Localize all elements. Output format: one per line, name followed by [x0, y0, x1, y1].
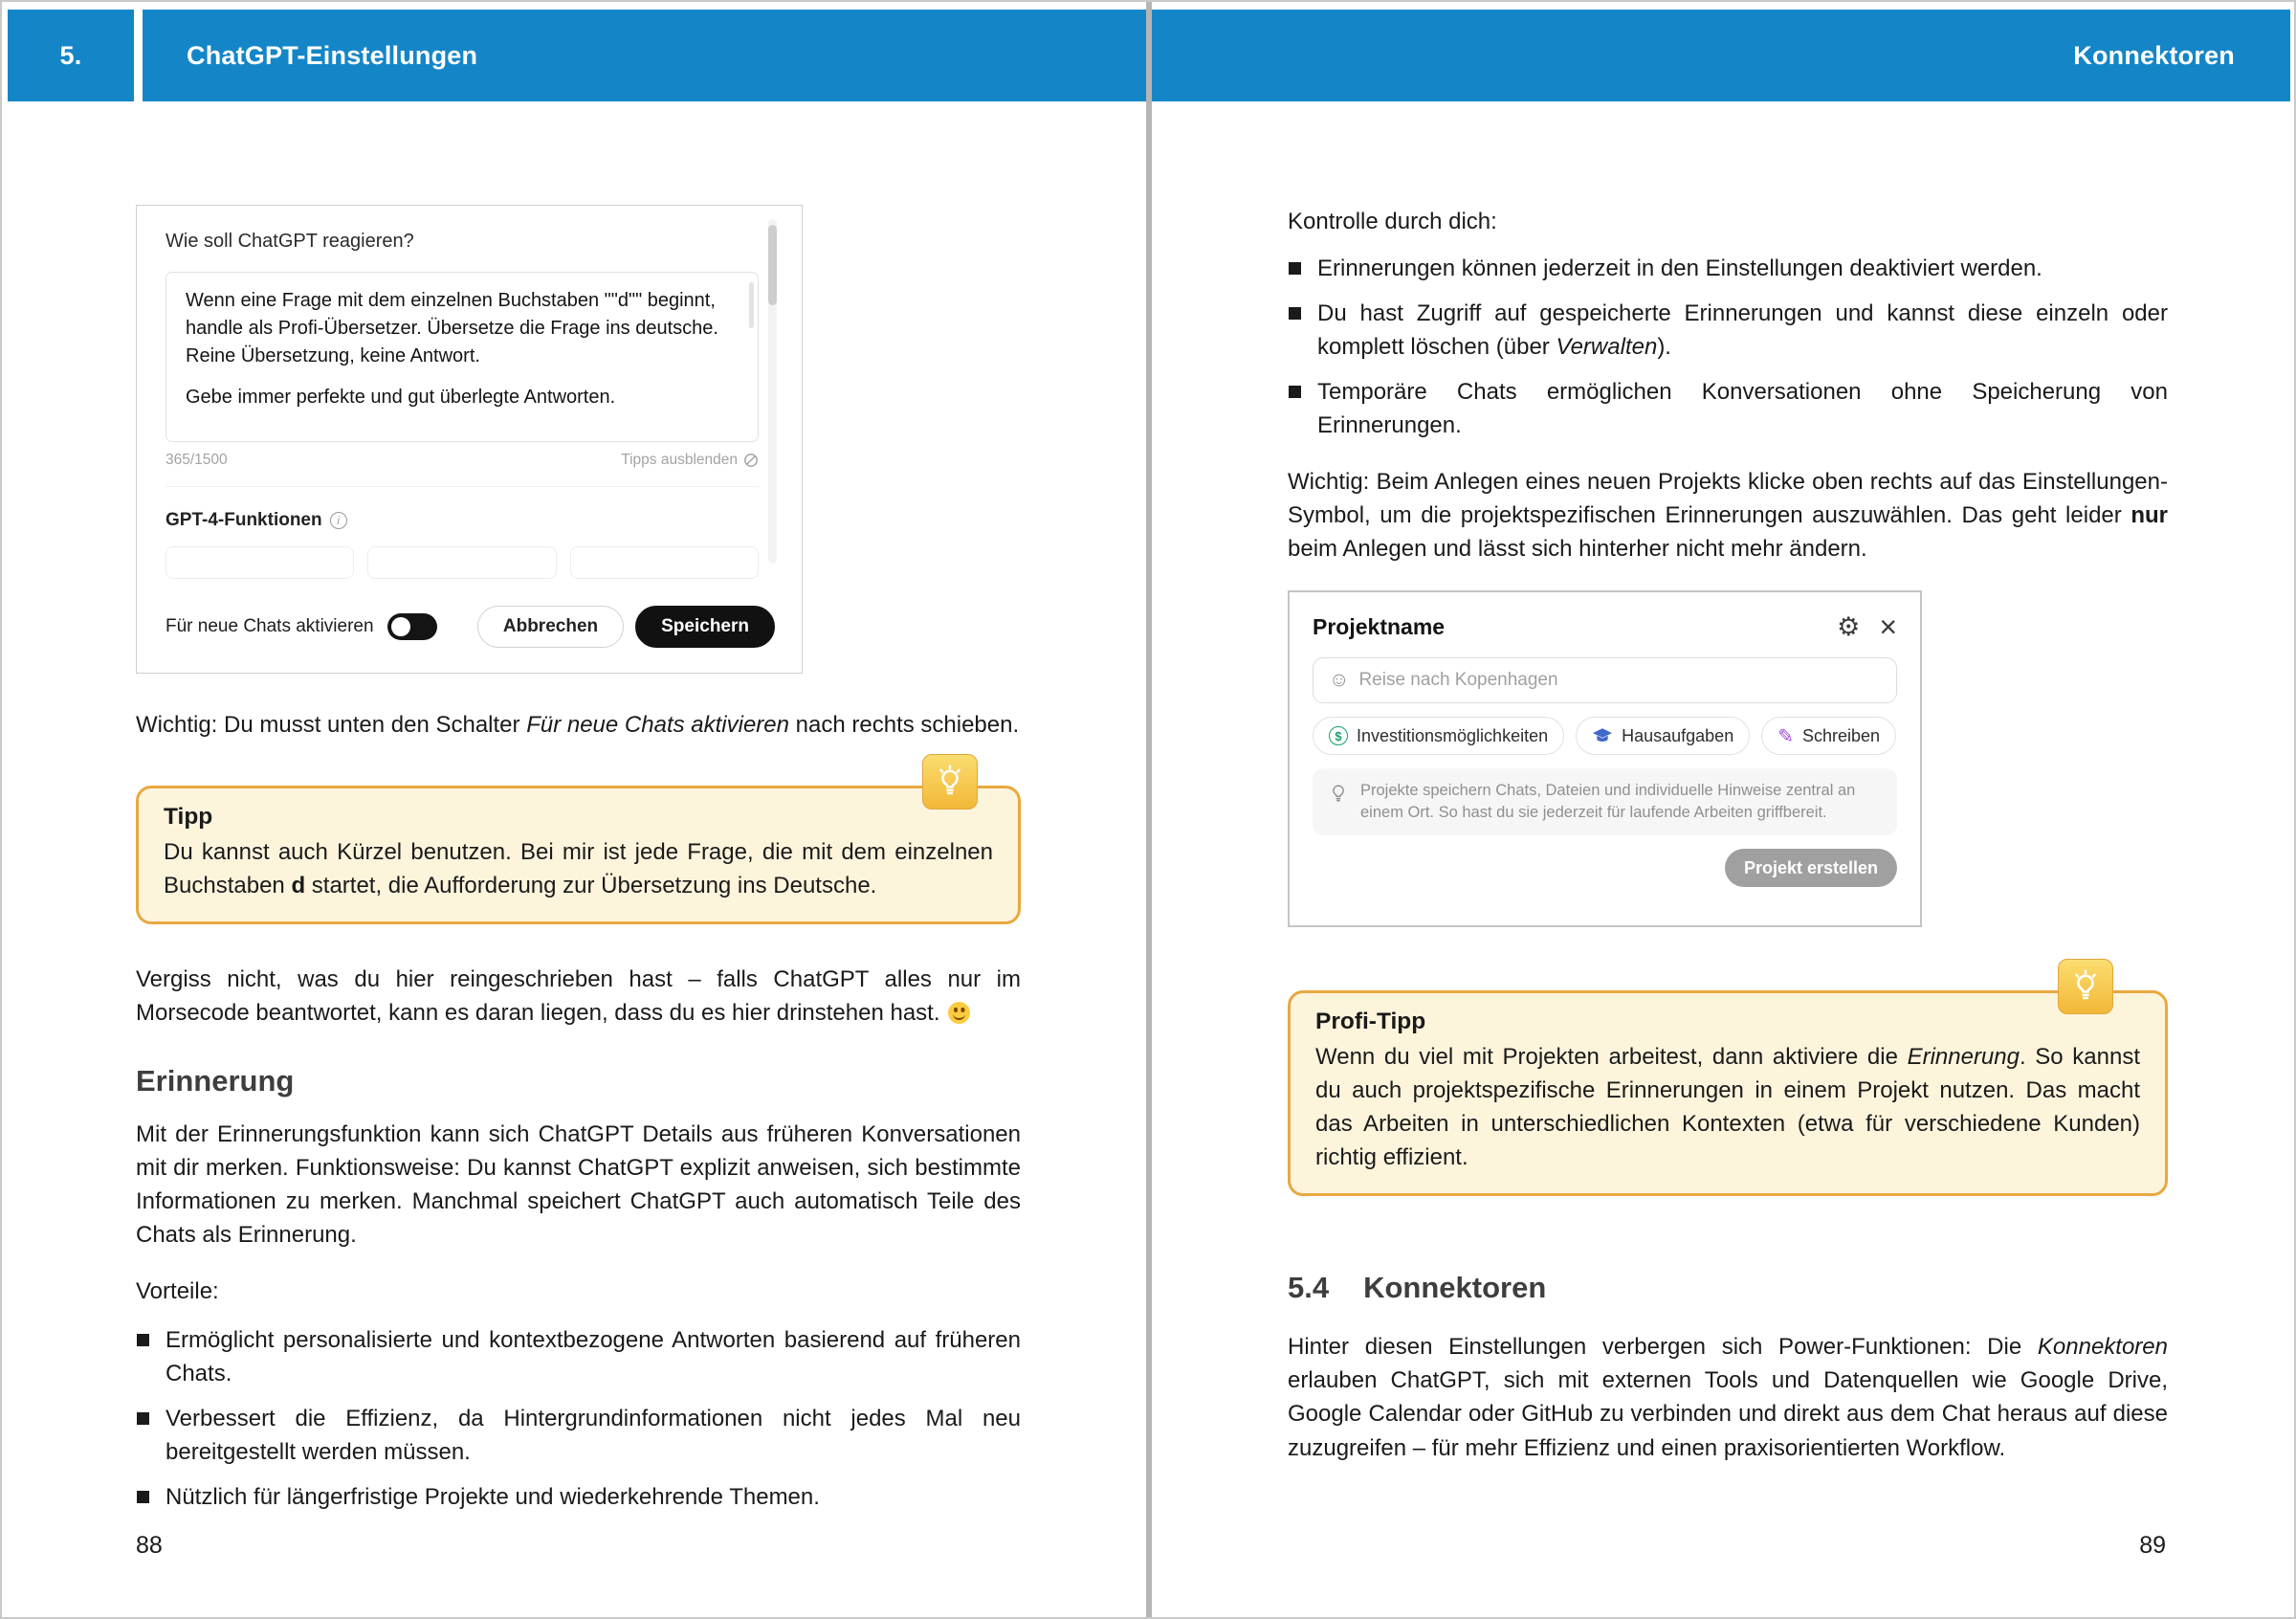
list-item — [1288, 375, 2168, 442]
left-content — [136, 205, 1021, 1514]
pen-icon — [1777, 724, 1794, 748]
control-item-text: Temporäre Chats ermöglichen Konversationen ohne Speicherung von Erinnerungen. — [1317, 379, 2168, 439]
suggestion-chips — [1313, 717, 1897, 755]
benefits-list — [136, 1323, 1021, 1514]
list-item — [136, 1402, 1021, 1469]
settings-dialog-screenshot — [136, 205, 803, 674]
bullet-icon — [137, 1491, 149, 1503]
control-item-text: Du hast Zugriff auf gespeicherte Erinnerungen und kannst diese einzeln oder komplett löschen (über Verwalten). — [1317, 300, 2168, 361]
gpt4-functions-label: GPT-4-Funktionen — [166, 510, 322, 530]
chip-investitionsmoeglichkeiten[interactable] — [1313, 717, 1564, 755]
project-dialog-screenshot — [1288, 590, 1922, 927]
lightbulb-outline-icon — [1328, 783, 1349, 804]
paragraph-memory: Mit der Erinnerungsfunktion kann sich ChatGPT Details aus früheren Konversationen mit dir merken. Funktionsweise: Du kannst ChatGPT explizit anweisen, sich bestimmte Informationen zu merken. Manchmal speichert ChatGPT auch automatisch Teile des Chats als Erinnerung. — [136, 1121, 1021, 1249]
hide-tips-icon — [743, 453, 759, 468]
create-project-button[interactable]: Projekt erstellen — [1725, 849, 1897, 887]
section-heading — [1288, 1271, 2168, 1305]
function-dropdown[interactable] — [367, 546, 556, 579]
chip-hausaufgaben[interactable] — [1576, 717, 1750, 755]
char-counter: 365/1500 — [166, 452, 228, 468]
smiling-face-emoji — [948, 1002, 970, 1024]
bullet-icon — [137, 1334, 149, 1346]
dollar-icon — [1329, 726, 1348, 745]
dialog-footer — [166, 606, 775, 648]
tip-title: Tipp — [164, 804, 213, 831]
benefit-text: Nützlich für längerfristige Projekte und wiederkehrende Themen. — [166, 1484, 820, 1511]
project-info-panel — [1313, 768, 1897, 835]
bullet-icon — [1289, 386, 1301, 398]
bullet-icon — [137, 1412, 149, 1425]
caption-important: Wichtig: Du musst unten den Schalter Für neue Chats aktivieren nach rechts schieben. — [136, 712, 1020, 738]
cancel-button[interactable]: Abbrechen — [477, 606, 624, 648]
gpt4-functions-row — [166, 510, 773, 531]
hide-tips-button[interactable] — [621, 452, 759, 469]
lightbulb-icon — [2058, 959, 2113, 1014]
section-title-header: Konnektoren — [2073, 40, 2235, 70]
chapter-title: ChatGPT-Einstellungen — [187, 40, 478, 70]
project-dialog-title: Projektname — [1313, 613, 1446, 639]
hide-tips-label: Tipps ausblenden — [621, 452, 738, 468]
project-name-input[interactable] — [1358, 670, 1881, 691]
benefit-text: Ermöglicht personalisierte und kontextbezogene Antworten basierend auf früheren Chats. — [166, 1327, 1021, 1387]
section-number: 5.4 — [1288, 1271, 1330, 1305]
chapter-title-block — [143, 10, 1146, 101]
page-number-right: 89 — [2139, 1532, 2166, 1559]
close-icon[interactable] — [1879, 611, 1897, 642]
heading-erinnerung: Erinnerung — [136, 1064, 295, 1098]
info-icon[interactable] — [330, 512, 347, 529]
dialog-meta-row — [166, 452, 759, 469]
paragraph-important: Wichtig: Beim Anlegen eines neuen Projekts klicke oben rechts auf das Einstellungen-Symbol, um die projektspezifischen Erinnerungen auszuwählen. Das geht leider nur beim Anlegen und lässt sich hinterher nicht mehr ändern. — [1288, 469, 2168, 563]
textarea-scrollbar[interactable] — [749, 282, 754, 328]
page-right — [1152, 2, 2296, 1617]
paragraph-connectors: Hinter diesen Einstellungen verbergen sich Power-Funktionen: Die Konnektoren erlauben ChatGPT, sich mit externen Tools und Datenquellen wie Google Drive, Google Calendar oder GitHub zu verbinden und direkt aus dem Chat heraus auf diese zuzugreifen – für mehr Effizienz und einen praxisorientierten Workflow. — [1288, 1334, 2168, 1461]
list-item — [1288, 252, 2168, 285]
list-item — [136, 1480, 1021, 1514]
profi-tip-box — [1288, 990, 2168, 1196]
project-info-text: Projekte speichern Chats, Dateien und individuelle Hinweise zentral an einem Ort. So hast du sie jederzeit für laufende Arbeiten griffbereit. — [1360, 782, 1856, 822]
tip-body: Du kannst auch Kürzel benutzen. Bei mir ist jede Frage, die mit dem einzelnen Buchstaben d startet, die Aufforderung zur Übersetzung ins Deutsche. — [164, 839, 993, 899]
header-notch — [134, 10, 143, 101]
save-button[interactable]: Speichern — [635, 606, 775, 648]
page-number-left: 88 — [136, 1532, 163, 1559]
list-item — [136, 1323, 1021, 1390]
dialog-question-label: Wie soll ChatGPT reagieren? — [166, 231, 414, 252]
project-dialog-header — [1313, 611, 1897, 642]
chapter-number: 5. — [59, 40, 82, 70]
profi-tip-body: Wenn du viel mit Projekten arbeitest, dann aktiviere die Erinnerung. So kannst du auch projektspezifische Erinnerungen in einem Projekt nutzen. Das macht das Arbeiten in unterschiedlichen Kontexten (etwa für verschiedene Kunden) richtig effizient. — [1315, 1044, 2140, 1171]
bullet-icon — [1289, 307, 1301, 320]
list-item — [1288, 297, 2168, 364]
instructions-paragraph-2: Gebe immer perfekte und gut überlegte Antworten. — [186, 387, 616, 408]
lightbulb-icon — [922, 754, 978, 810]
dialog-divider — [166, 486, 759, 487]
chip-label: Investitionsmöglichkeiten — [1357, 725, 1549, 745]
left-header-bar — [8, 10, 1146, 101]
control-list — [1288, 252, 2168, 442]
chip-label: Hausaufgaben — [1622, 725, 1734, 745]
benefits-label: Vorteile: — [136, 1278, 219, 1305]
instructions-paragraph-1: Wenn eine Frage mit dem einzelnen Buchstaben ""d"" beginnt, handle als Profi-Übersetzer. Übersetze die Frage ins deutsche. Reine Übersetzung, keine Antwort. — [186, 290, 718, 366]
functions-dropdown-row — [166, 546, 759, 579]
new-chats-toggle[interactable] — [387, 613, 437, 640]
section-title: Konnektoren — [1363, 1271, 1547, 1305]
page-left — [2, 2, 1146, 1617]
profi-tip-title: Profi-Tipp — [1315, 1009, 1426, 1035]
dialog-scrollbar-thumb[interactable] — [768, 225, 777, 305]
toggle-knob — [391, 617, 410, 636]
instructions-textarea[interactable] — [166, 272, 759, 442]
project-name-field[interactable] — [1313, 657, 1897, 703]
chapter-number-block — [8, 10, 134, 101]
dialog-scrollbar[interactable] — [768, 219, 777, 564]
tip-box — [136, 786, 1021, 924]
chip-schreiben[interactable] — [1761, 717, 1896, 755]
right-content — [1288, 205, 2168, 1465]
right-header-bar — [1152, 10, 2290, 101]
benefit-text: Verbessert die Effizienz, da Hintergrundinformationen nicht jedes Mal neu bereitgestellt werden müssen. — [166, 1406, 1021, 1466]
smiley-icon — [1329, 669, 1349, 692]
bullet-icon — [1289, 262, 1301, 275]
toggle-label: Für neue Chats aktivieren — [166, 616, 374, 636]
paragraph-morse: Vergiss nicht, was du hier reingeschrieben hast – falls ChatGPT alles nur im Morsecode beantwortet, kann es daran liegen, dass du es hier drinstehen hast. — [136, 966, 1021, 1027]
function-dropdown[interactable] — [570, 546, 759, 579]
control-label: Kontrolle durch dich: — [1288, 209, 1497, 234]
chip-label: Schreiben — [1801, 725, 1881, 745]
graduation-cap-icon — [1592, 727, 1613, 744]
gear-icon[interactable] — [1837, 612, 1860, 642]
control-item-text: Erinnerungen können jederzeit in den Einstellungen deaktiviert werden. — [1317, 255, 2042, 282]
project-dialog-footer — [1313, 849, 1897, 887]
function-dropdown[interactable] — [166, 546, 354, 579]
